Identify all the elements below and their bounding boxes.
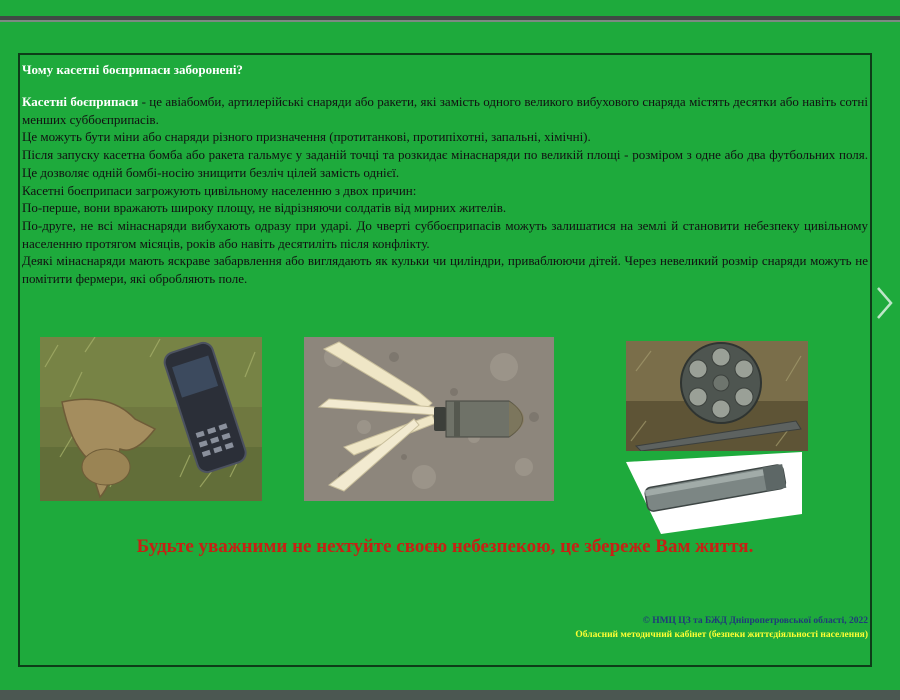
footer-organization: Обласний методичний кабінет (безпеки життєдіяльності населення) [575,630,868,640]
paragraph-second-reason: По-друге, не всі мінаснаряди вибухають одразу при ударі. До чверті суббоєприпасів можуть залишатися на землі й становити небезпеку цивільному населенню протягом місяців, років або навіть десятиліть після конфлікту. [22,217,868,251]
warning-message: Будьте уважними не нехтуйте своєю небезпекою, це збереже Вам життя. [136,536,754,557]
photo-submunition-ribbons [304,337,554,501]
paragraph-threat: Касетні боєприпаси загрожують цивільному населенню з двох причин: [22,182,417,198]
toolbar-divider-light [0,20,900,22]
page-title: Чому касетні боєприпаси заборонені? [22,62,243,77]
paragraph-first-reason: По-перше, вони вражають широку площу, не відрізняючи солдатів від мирних жителів. [22,200,507,216]
intro-text: - це авіабомби, артилерійські снаряди або ракети, які замість одного великого вибухового снаряда містять десятки або навіть сотні менших суббоєприпасів. [22,94,868,127]
keyword-cluster-munitions: Касетні боєприпаси [22,94,139,109]
photo-cluster-container [626,341,808,451]
paragraph-types: Це можуть бути міни або снаряди різного призначення (протитанкові, протипіхотні, запальні, хімічні). [22,129,591,145]
top-toolbar [0,0,900,26]
chevron-right-icon[interactable] [872,285,896,321]
photo-cylinder-bomblet [626,452,802,534]
paragraph-launch: Після запуску касетна бомба або ракета гальмує у заданій точці та розкидає мінаснаряди по великій площі - розміром з одне або два футбольних поля. Це дозволяє одній бомбі-носію знищити безліч цілей замість однієї. [22,147,868,180]
footer-copyright: © НМЦ ЦЗ та БЖД Дніпропетровської області, 2022 [642,616,868,626]
article-text [22,93,868,288]
intro-paragraph [22,93,868,128]
bottom-bar [0,690,900,700]
paragraph-children: Деякі мінаснаряди мають яскраве забарвлення або виглядають як кульки чи циліндри, приваблюючи дітей. Через невеликий розмір снаряди можуть не помітити фермери, які обробляють поле. [22,253,868,287]
photo-butterfly-mine [40,337,262,501]
